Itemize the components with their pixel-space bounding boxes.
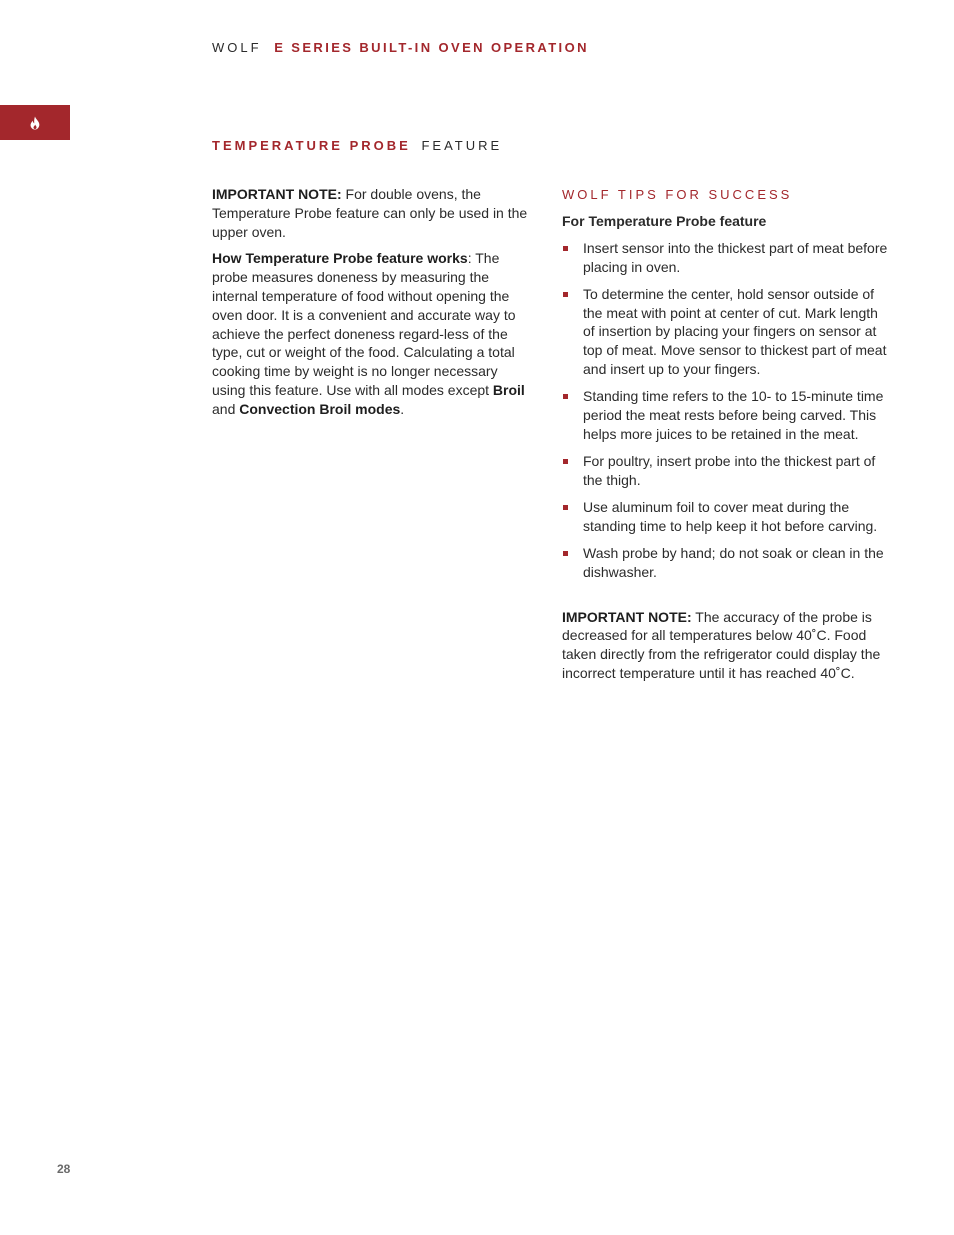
bullet-icon bbox=[563, 551, 568, 556]
tip-text: Use aluminum foil to cover meat during the standing time to help keep it hot before carving. bbox=[583, 498, 878, 534]
header-brand: WOLF bbox=[212, 40, 262, 55]
tip-text: Standing time refers to the 10- to 15-minute time period the meat rests before being carved. This helps more juices to be retained in the meat. bbox=[583, 388, 884, 442]
list-item bbox=[562, 544, 888, 582]
note-text: For double ovens, the Temperature Probe feature can only be used in the upper oven. bbox=[212, 186, 528, 240]
list-item bbox=[562, 498, 888, 536]
tip-text: For poultry, insert probe into the thickest part of the thigh. bbox=[583, 452, 876, 488]
header-title: E SERIES BUILT-IN OVEN OPERATION bbox=[274, 40, 589, 55]
page-header bbox=[212, 40, 589, 55]
tip-text: Wash probe by hand; do not soak or clean in the dishwasher. bbox=[583, 544, 884, 580]
period: . bbox=[400, 400, 405, 417]
how-it-works-paragraph bbox=[212, 249, 532, 418]
bullet-icon bbox=[563, 292, 568, 297]
how-label: How Temperature Probe feature works bbox=[212, 250, 468, 267]
bullet-icon bbox=[563, 246, 568, 251]
tip-text: Insert sensor into the thickest part of meat before placing in oven. bbox=[583, 239, 888, 275]
note-label: IMPORTANT NOTE: bbox=[212, 186, 342, 202]
section-tab bbox=[0, 105, 70, 140]
broil-mode: Broil bbox=[492, 381, 525, 398]
list-item bbox=[562, 387, 888, 443]
convection-broil-modes: Convection Broil modes bbox=[239, 400, 401, 417]
left-column bbox=[212, 185, 532, 427]
note-text: The accuracy of the probe is decreased for all temperatures below 40˚C. Food taken directly from the refrigerator could display the incorrect temperature until it has reached 40˚C. bbox=[562, 608, 881, 681]
bullet-icon bbox=[563, 459, 568, 464]
and-text: and bbox=[212, 400, 240, 417]
important-note-double-ovens bbox=[212, 185, 532, 241]
section-title bbox=[212, 138, 502, 153]
section-title-red: TEMPERATURE PROBE bbox=[212, 138, 411, 153]
bullet-icon bbox=[563, 394, 568, 399]
note-label: IMPORTANT NOTE: bbox=[562, 608, 692, 625]
list-item bbox=[562, 239, 888, 277]
list-item bbox=[562, 285, 888, 379]
bullet-icon bbox=[563, 505, 568, 510]
page-number: 28 bbox=[57, 1162, 71, 1176]
flame-icon bbox=[29, 116, 41, 130]
tip-text: To determine the center, hold sensor outside of the meat with point at center of cut. Mark length of insertion by placing your fingers on sensor at top of meat. Move sensor to thickest part of meat and insert up to your fingers. bbox=[583, 285, 887, 377]
section-title-plain: FEATURE bbox=[421, 138, 503, 153]
tips-heading: WOLF TIPS FOR SUCCESS bbox=[562, 187, 793, 202]
tips-subheading: For Temperature Probe feature bbox=[562, 213, 767, 229]
right-column bbox=[562, 187, 888, 683]
list-item bbox=[562, 452, 888, 490]
how-text: : The probe measures doneness by measuring the internal temperature of food without opening the oven door. It is a convenient and accurate way to achieve the perfect doneness regard-less of the type, cut or weight of the food. Calculating a total cooking time by weight is no longer necessary using this feature. Use with all modes except bbox=[212, 250, 516, 398]
tips-list bbox=[562, 239, 888, 582]
important-note-accuracy bbox=[562, 608, 888, 683]
